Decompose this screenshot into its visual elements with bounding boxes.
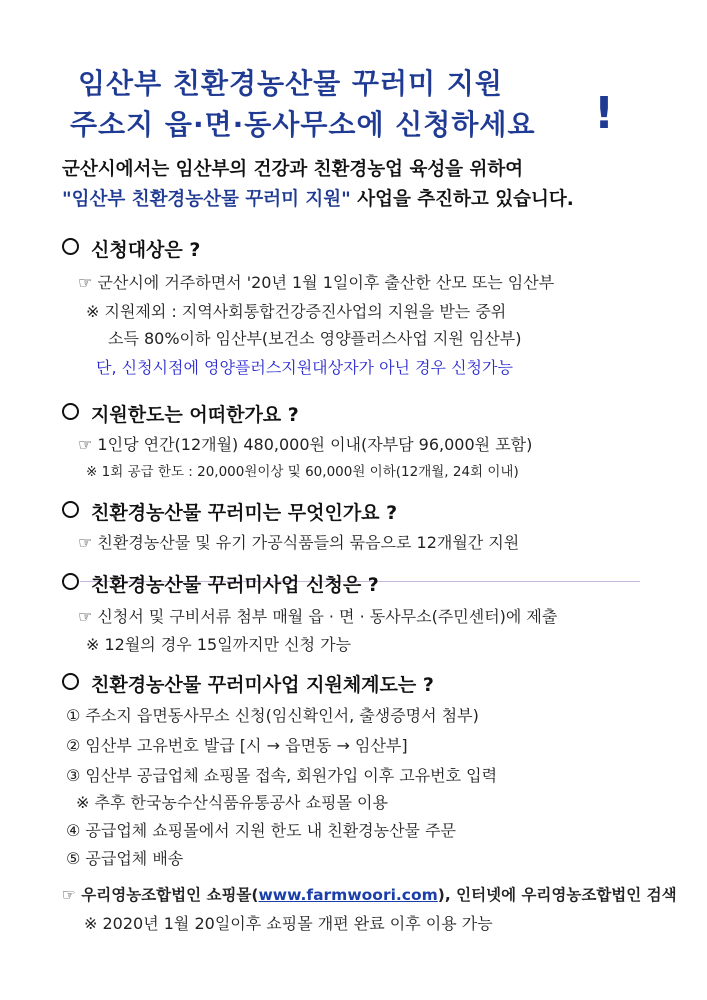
intro-line1: 군산시에서는 임산부의 건강과 친환경농업 육성을 위하여 xyxy=(62,159,524,180)
heading-text: 친환경농산물 꾸러미사업 신청은 ? xyxy=(91,574,379,596)
process-note: ※ 추후 한국농수산식품유통공사 쇼핑몰 이용 xyxy=(76,793,388,812)
section-heading-apply xyxy=(62,570,379,597)
intro-line2-rest: 사업을 추진하고 있습니다. xyxy=(350,189,574,210)
eligibility-line3: 소득 80%이하 임산부(보건소 영양플러스사업 지원 임산부) xyxy=(108,329,522,348)
heading-text: 지원한도는 어떠한가요 ? xyxy=(91,404,299,426)
circle-bullet-icon xyxy=(62,501,79,518)
circle-bullet-icon xyxy=(62,573,79,590)
section-heading-limit xyxy=(62,400,299,427)
process-step-5: ⑤ 공급업체 배송 xyxy=(66,849,184,868)
footer-suffix: ), 인터넷에 우리영농조합법인 검색 xyxy=(437,886,677,904)
footer-line2: ※ 2020년 1월 20일이후 쇼핑몰 개편 완료 이후 이용 가능 xyxy=(84,914,493,933)
circle-bullet-icon xyxy=(62,238,79,255)
footer-line1 xyxy=(62,883,677,905)
limit-line2: ※ 1회 공급 한도 : 20,000원이상 및 60,000원 이하(12개월, 24회 이내) xyxy=(86,464,519,480)
circle-bullet-icon xyxy=(62,403,79,420)
apply-line2: ※ 12월의 경우 15일까지만 신청 가능 xyxy=(86,635,352,654)
section-heading-what xyxy=(62,498,397,525)
limit-line1: ☞ 1인당 연간(12개월) 480,000원 이내(자부담 96,000원 포함) xyxy=(78,435,533,454)
apply-line1: ☞ 신청서 및 구비서류 첨부 매월 읍 · 면 · 동사무소(주민센터)에 제출 xyxy=(78,607,558,626)
eligibility-line1: ☞ 군산시에 거주하면서 '20년 1월 1일이후 출산한 산모 또는 임산부 xyxy=(78,273,555,292)
page-title-line1: 임산부 친환경농산물 꾸러미 지원 xyxy=(78,67,503,100)
process-step-2: ② 임산부 고유번호 발급 [시 → 읍면동 → 임산부] xyxy=(66,736,408,755)
heading-text: 친환경농산물 꾸러미사업 지원체계도는 ? xyxy=(91,674,434,696)
footer-prefix: ☞ 우리영농조합법인 쇼핑몰( xyxy=(62,886,259,904)
eligibility-line4: 단, 신청시점에 영양플러스지원대상자가 아닌 경우 신청가능 xyxy=(96,358,513,377)
page-title-line2: 주소지 읍·면·동사무소에 신청하세요 xyxy=(70,108,536,141)
heading-text: 신청대상은 ? xyxy=(91,239,201,261)
process-step-1: ① 주소지 읍면동사무소 신청(임신확인서, 출생증명서 첨부) xyxy=(66,706,479,725)
circle-bullet-icon xyxy=(62,673,79,690)
farmwoori-link[interactable]: www.farmwoori.com xyxy=(258,886,438,904)
section-heading-process xyxy=(62,670,434,697)
title-exclamation: ! xyxy=(594,88,615,139)
eligibility-line2: ※ 지원제외 : 지역사회통합건강증진사업의 지원을 받는 중위 xyxy=(86,302,507,321)
process-step-4: ④ 공급업체 쇼핑몰에서 지원 한도 내 친환경농산물 주문 xyxy=(66,821,456,840)
intro-line2 xyxy=(62,185,574,211)
process-step-3: ③ 임산부 공급업체 쇼핑몰 접속, 회원가입 이후 고유번호 입력 xyxy=(66,766,498,785)
section-heading-eligibility xyxy=(62,235,200,262)
intro-highlight: "임산부 친환경농산물 꾸러미 지원" xyxy=(62,189,351,210)
what-line1: ☞ 친환경농산물 및 유기 가공식품들의 묶음으로 12개월간 지원 xyxy=(78,533,520,552)
heading-text: 친환경농산물 꾸러미는 무엇인가요 ? xyxy=(91,502,398,524)
